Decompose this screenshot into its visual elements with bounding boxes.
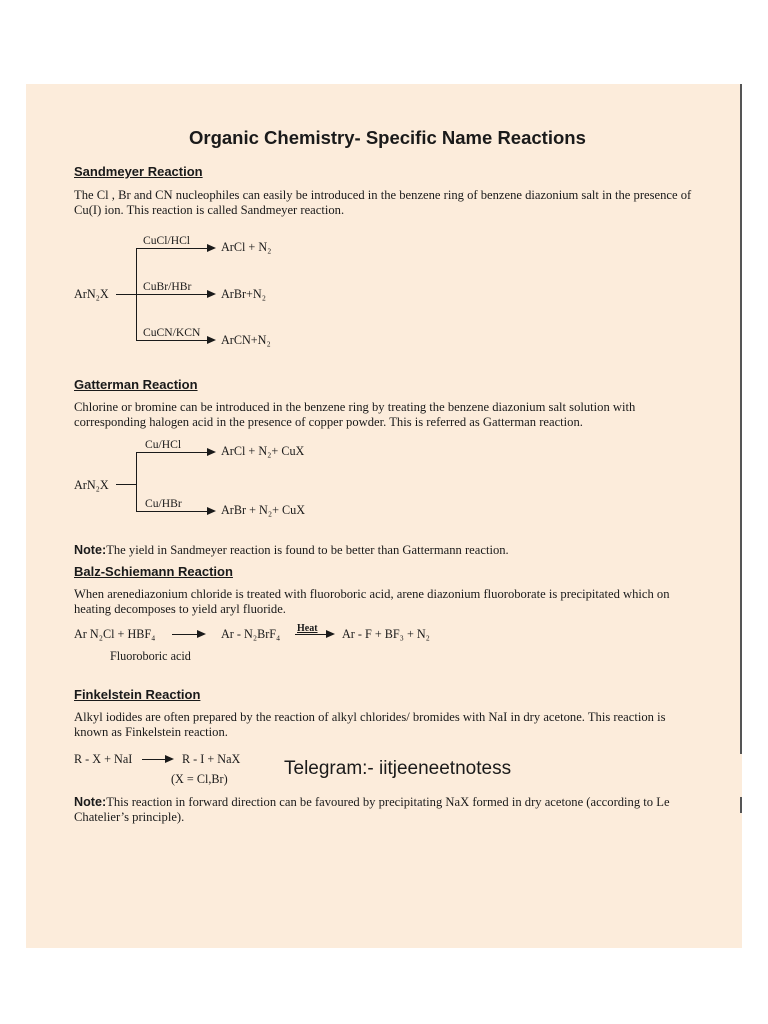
note-yield: [74, 543, 694, 558]
note-label: Note:: [74, 543, 107, 557]
arrowhead-icon: [207, 290, 216, 298]
gatterman-stem: [116, 484, 136, 485]
balz-arrow-2: [295, 634, 333, 635]
note-text: This reaction in forward direction can be favoured by precipitating NaX formed in dry acetone (according to Le Chatelier’s principle).: [74, 795, 670, 824]
page-edge-mark: [740, 797, 742, 813]
finkelstein-heading: Finkelstein Reaction: [74, 687, 201, 702]
gatterman-branch: [136, 452, 137, 512]
sandmeyer-arrow-1: [136, 248, 214, 249]
sandmeyer-stem: [116, 294, 136, 295]
sandmeyer-reagent-1: CuCl/HCl: [143, 234, 191, 247]
page-edge-right: [740, 84, 742, 754]
finkelstein-product: R - I + NaX: [182, 752, 241, 766]
balz-text: When arenediazonium chloride is treated with fluoroboric acid, arene diazonium fluoroborate is precipitated which on heating decomposes to yield aryl fluoride.: [74, 587, 670, 616]
sandmeyer-arrow-3: [136, 340, 214, 341]
sandmeyer-arrow-2: [136, 294, 214, 295]
gatterman-text: Chlorine or bromine can be introduced in the benzene ring by treating the benzene diazonium salt solution with corresponding halogen acid in the presence of copper powder. This is referred as Gatterman reaction.: [74, 400, 636, 429]
balz-intermediate: Ar - N₂BrF₄: [221, 627, 281, 641]
balz-caption: Fluoroboric acid: [110, 649, 191, 663]
note-label: Note:: [74, 795, 107, 809]
finkelstein-condition: (X = Cl,Br): [171, 772, 228, 786]
balz-arrow-1: [172, 634, 204, 635]
sandmeyer-product-3: ArCN+N₂: [221, 333, 271, 347]
page-title: Organic Chemistry- Specific Name Reactions: [189, 127, 586, 148]
gatterman-heading: Gatterman Reaction: [74, 377, 198, 392]
arrowhead-icon: [207, 448, 216, 456]
balz-reactant: Ar N₂Cl + HBF₄: [74, 627, 156, 641]
arrowhead-icon: [197, 630, 206, 638]
balz-product: Ar - F + BF₃ + N₂: [342, 627, 430, 641]
balz-heading: Balz-Schiemann Reaction: [74, 564, 233, 579]
sandmeyer-reagent-2: CuBr/HBr: [143, 280, 192, 293]
sandmeyer-text: The Cl , Br and CN nucleophiles can easily be introduced in the benzene ring of benzene diazonium salt in the presence of Cu(I) ion. This reaction is called Sandmeyer reaction.: [74, 188, 692, 217]
telegram-watermark: Telegram:- iitjeeneetnotess: [284, 758, 512, 779]
gatterman-product-1: ArCl + N₂+ CuX: [221, 444, 305, 458]
gatterman-reagent-2: Cu/HBr: [145, 497, 182, 510]
sandmeyer-heading: Sandmeyer Reaction: [74, 164, 203, 179]
sandmeyer-product-1: ArCl + N₂: [221, 240, 272, 254]
finkelstein-text: Alkyl iodides are often prepared by the reaction of alkyl chlorides/ bromides with NaI in dry acetone. This reaction is known as Finkelstein reaction.: [74, 710, 666, 739]
finkelstein-arrow: [142, 759, 172, 760]
gatterman-arrow-1: [136, 452, 214, 453]
sandmeyer-reactant: ArN₂X: [74, 287, 109, 301]
note-equilibrium: [74, 795, 694, 825]
note-text: The yield in Sandmeyer reaction is found to be better than Gattermann reaction.: [106, 543, 509, 557]
finkelstein-reactant: R - X + NaI: [74, 752, 133, 766]
arrowhead-icon: [207, 507, 216, 515]
arrowhead-icon: [326, 630, 335, 638]
arrowhead-icon: [207, 336, 216, 344]
balz-condition: Heat: [297, 623, 318, 634]
sandmeyer-product-2: ArBr+N₂: [221, 287, 266, 301]
gatterman-arrow-2: [136, 511, 214, 512]
arrowhead-icon: [207, 244, 216, 252]
arrowhead-icon: [165, 755, 174, 763]
sandmeyer-reagent-3: CuCN/KCN: [143, 326, 201, 339]
gatterman-reagent-1: Cu/HCl: [145, 438, 182, 451]
gatterman-product-2: ArBr + N₂+ CuX: [221, 503, 306, 517]
gatterman-reactant: ArN₂X: [74, 478, 109, 492]
